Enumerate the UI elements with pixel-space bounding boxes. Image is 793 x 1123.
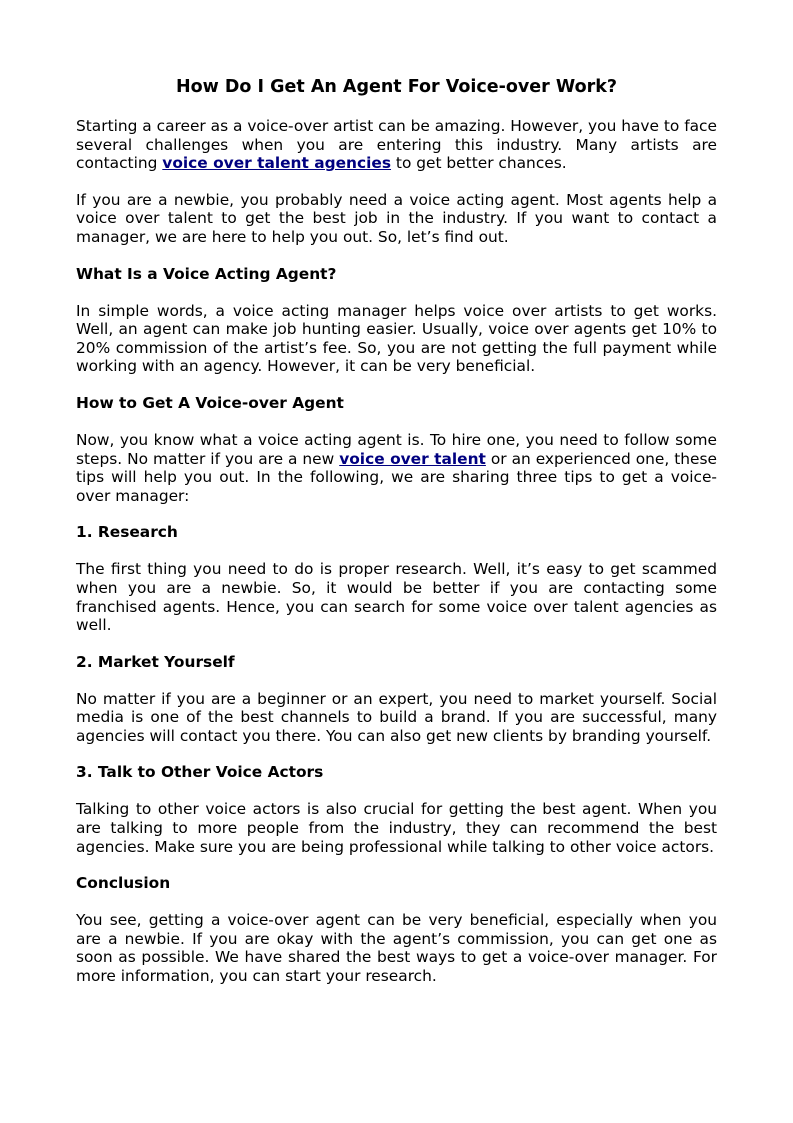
intro-text-after-link: to get better chances.: [391, 154, 567, 173]
tip-heading-research: 1. Research: [76, 523, 178, 542]
conclusion-heading: Conclusion: [76, 874, 171, 893]
document-title: How Do I Get An Agent For Voice-over Work?: [175, 77, 618, 97]
section-body-how-to-get-agent: [76, 431, 717, 505]
voice-over-talent-agencies-link[interactable]: voice over talent agencies: [162, 154, 392, 173]
tip-heading-talk-to-actors: 3. Talk to Other Voice Actors: [76, 763, 324, 782]
intro-text-before-link: Starting a career as a voice-over artist can be amazing. However, you have to face several challenges when you are entering this industry. Many artists are contacting: [76, 117, 717, 173]
document-page: [76, 75, 717, 1004]
tip-body-market-yourself: No matter if you are a beginner or an expert, you need to market yourself. Social media is one of the best channels to build a brand. If you are successful, many agencies will contact you there. You can also get new clients by branding yourself.: [76, 689, 717, 745]
howto-text-after-link: or an experienced one, these tips will help you out. In the following, we are sharing three tips to get a voice-over manager:: [76, 449, 717, 505]
section-body-what-is-agent: In simple words, a voice acting manager helps voice over artists to get works. Well, an agent can make job hunting easier. Usually, voice over agents get 10% to 20% commission of the artist’s fee. So, you are not getting the full payment while working with an agency. However, it can be very beneficial.: [76, 301, 717, 376]
voice-over-talent-link[interactable]: voice over talent: [339, 449, 486, 468]
tip-body-talk-to-actors: Talking to other voice actors is also crucial for getting the best agent. When you are talking to more people from the industry, they can recommend the best agencies. Make sure you are being professional while talking to other voice actors.: [76, 800, 717, 856]
section-heading-how-to-get-agent: How to Get A Voice-over Agent: [76, 393, 344, 412]
intro-paragraph-2: If you are a newbie, you probably need a voice acting agent. Most agents help a voice over talent to get the best job in the industry. If you want to contact a manager, we are here to help you out. So, let’s find out.: [76, 190, 717, 246]
howto-text-before-link: Now, you know what a voice acting agent is. To hire one, you need to follow some steps. No matter if you are a new: [76, 430, 717, 468]
conclusion-body: You see, getting a voice-over agent can be very beneficial, especially when you are a newbie. If you are okay with the agent’s commission, you can get one as soon as possible. We have shared the best ways to get a voice-over manager. For more information, you can start your research.: [76, 911, 717, 986]
section-heading-what-is-agent: What Is a Voice Acting Agent?: [76, 264, 337, 283]
intro-paragraph-1: [76, 117, 717, 173]
tip-heading-market-yourself: 2. Market Yourself: [76, 652, 235, 671]
tip-body-research: The first thing you need to do is proper research. Well, it’s easy to get scammed when you are a newbie. So, it would be better if you are contacting some franchised agents. Hence, you can search for some voice over talent agencies as well.: [76, 560, 717, 635]
